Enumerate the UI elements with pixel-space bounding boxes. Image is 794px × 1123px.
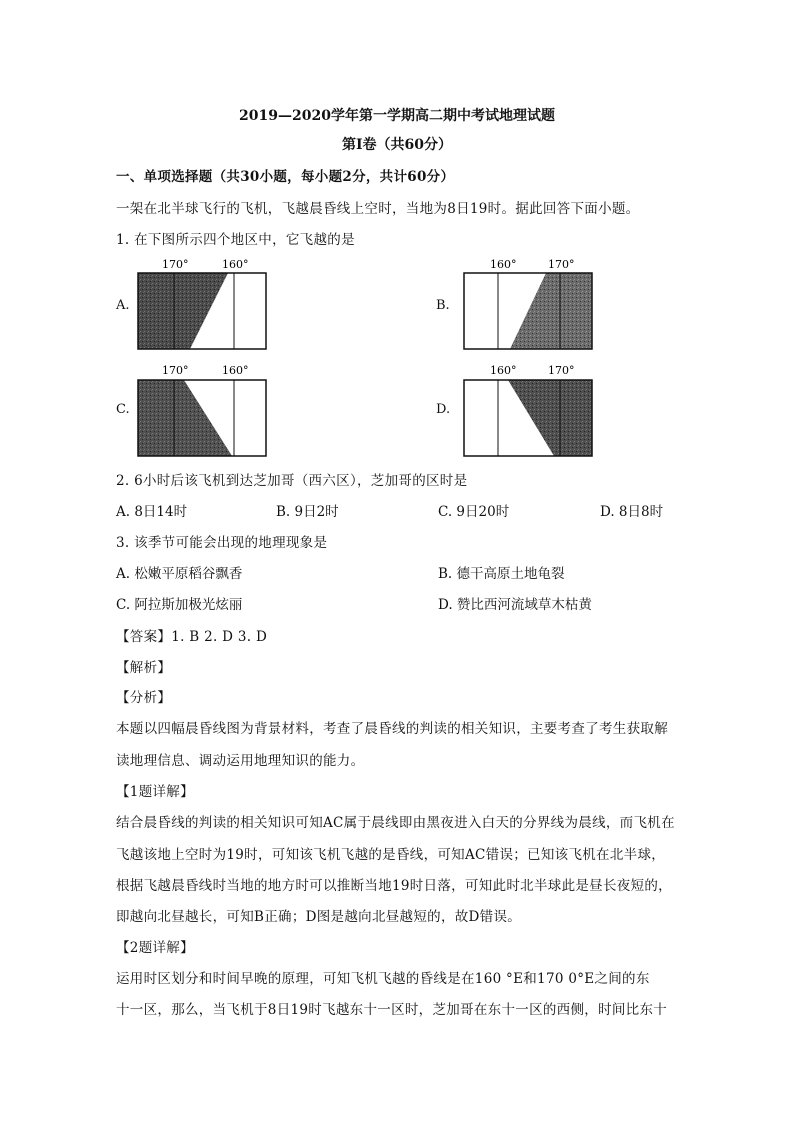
q2-option-b: B. 9日2时 <box>276 504 339 520</box>
exam-title: 2019—2020学年第一学期高二期中考试地理试题 <box>239 108 555 124</box>
figure-b-tick-left: 160° <box>490 258 517 271</box>
figure-d-tick-left: 160° <box>490 364 517 377</box>
figure-c-tick-right: 160° <box>222 364 249 377</box>
figure-c-tick-left: 170° <box>162 364 189 377</box>
figure-d-night-area <box>508 380 592 456</box>
q2-option-a: A. 8日14时 <box>116 504 188 520</box>
q3-option-d: D. 赞比西河流域草木枯黄 <box>438 597 592 613</box>
figure-b-label: B. <box>436 298 450 313</box>
figure-a-tick-left: 170° <box>162 258 189 271</box>
figure-c <box>136 361 270 459</box>
q2-option-c: C. 9日20时 <box>438 504 510 520</box>
analysis-heading: 【解析】 <box>116 660 172 676</box>
section-heading: 一、单项选择题（共30小题，每小题2分，共计60分） <box>116 169 455 185</box>
figure-a-label: A. <box>116 298 130 313</box>
fenxi-line-1: 本题以四幅晨昏线图为背景材料，考查了晨昏线的判读的相关知识，主要考查了考生获取解 <box>116 721 668 737</box>
detail1-line-2: 飞越该地上空时为19时，可知该飞机飞越的是昏线，可知AC错误；已知该飞机在北半球， <box>116 847 666 863</box>
q2-option-d: D. 8日8时 <box>600 504 664 520</box>
detail2-heading: 【2题详解】 <box>116 940 194 956</box>
figure-b <box>462 255 596 351</box>
fenxi-heading: 【分析】 <box>116 690 172 706</box>
question-intro: 一架在北半球飞行的飞机，飞越晨昏线上空时，当地为8日19时。据此回答下面小题。 <box>116 201 640 217</box>
figure-c-night-area <box>138 380 232 456</box>
figure-b-tick-right: 170° <box>548 258 575 271</box>
detail2-line-1: 运用时区划分和时间早晚的原理，可知飞机飞越的昏线是在160 °E和170 0°E之间的东 <box>116 971 650 987</box>
q3-stem: 3. 该季节可能会出现的地理现象是 <box>116 535 328 551</box>
q3-option-b: B. 德干高原土地龟裂 <box>438 566 565 582</box>
figure-a <box>136 255 270 351</box>
volume-title: 第Ⅰ卷（共60分） <box>341 137 453 153</box>
detail1-heading: 【1题详解】 <box>116 784 194 800</box>
figure-d <box>462 361 596 459</box>
detail2-line-2: 十一区，那么，当飞机于8日19时飞越东十一区时，芝加哥在东十一区的西侧，时间比东十 <box>116 1002 668 1018</box>
figure-d-label: D. <box>436 402 451 417</box>
figure-a-night-area <box>138 273 228 349</box>
q3-option-c: C. 阿拉斯加极光炫丽 <box>116 597 243 613</box>
q2-stem: 2. 6小时后该飞机到达芝加哥（西六区），芝加哥的区时是 <box>116 473 468 489</box>
figure-c-label: C. <box>116 402 130 417</box>
q3-option-a: A. 松嫩平原稻谷飘香 <box>116 566 243 582</box>
detail1-line-3: 根据飞越晨昏线时当地的地方时可以推断当地19时日落，可知此时北半球此是昼长夜短的， <box>116 878 672 894</box>
figure-a-tick-right: 160° <box>222 258 249 271</box>
q1-stem: 1. 在下图所示四个地区中，它飞越的是 <box>116 232 355 248</box>
figure-b-night-area <box>510 273 592 349</box>
detail1-line-1: 结合晨昏线的判读的相关知识可知AC属于晨线即由黑夜进入白天的分界线为晨线，而飞机在 <box>116 815 675 831</box>
fenxi-line-2: 读地理信息、调动运用地理知识的能力。 <box>116 753 365 769</box>
answer-line: 【答案】1. B 2. D 3. D <box>116 629 268 645</box>
detail1-line-4: 即越向北昼越长，可知B正确；D图是越向北昼越短的，故D错误。 <box>116 909 522 925</box>
figure-d-tick-right: 170° <box>548 364 575 377</box>
